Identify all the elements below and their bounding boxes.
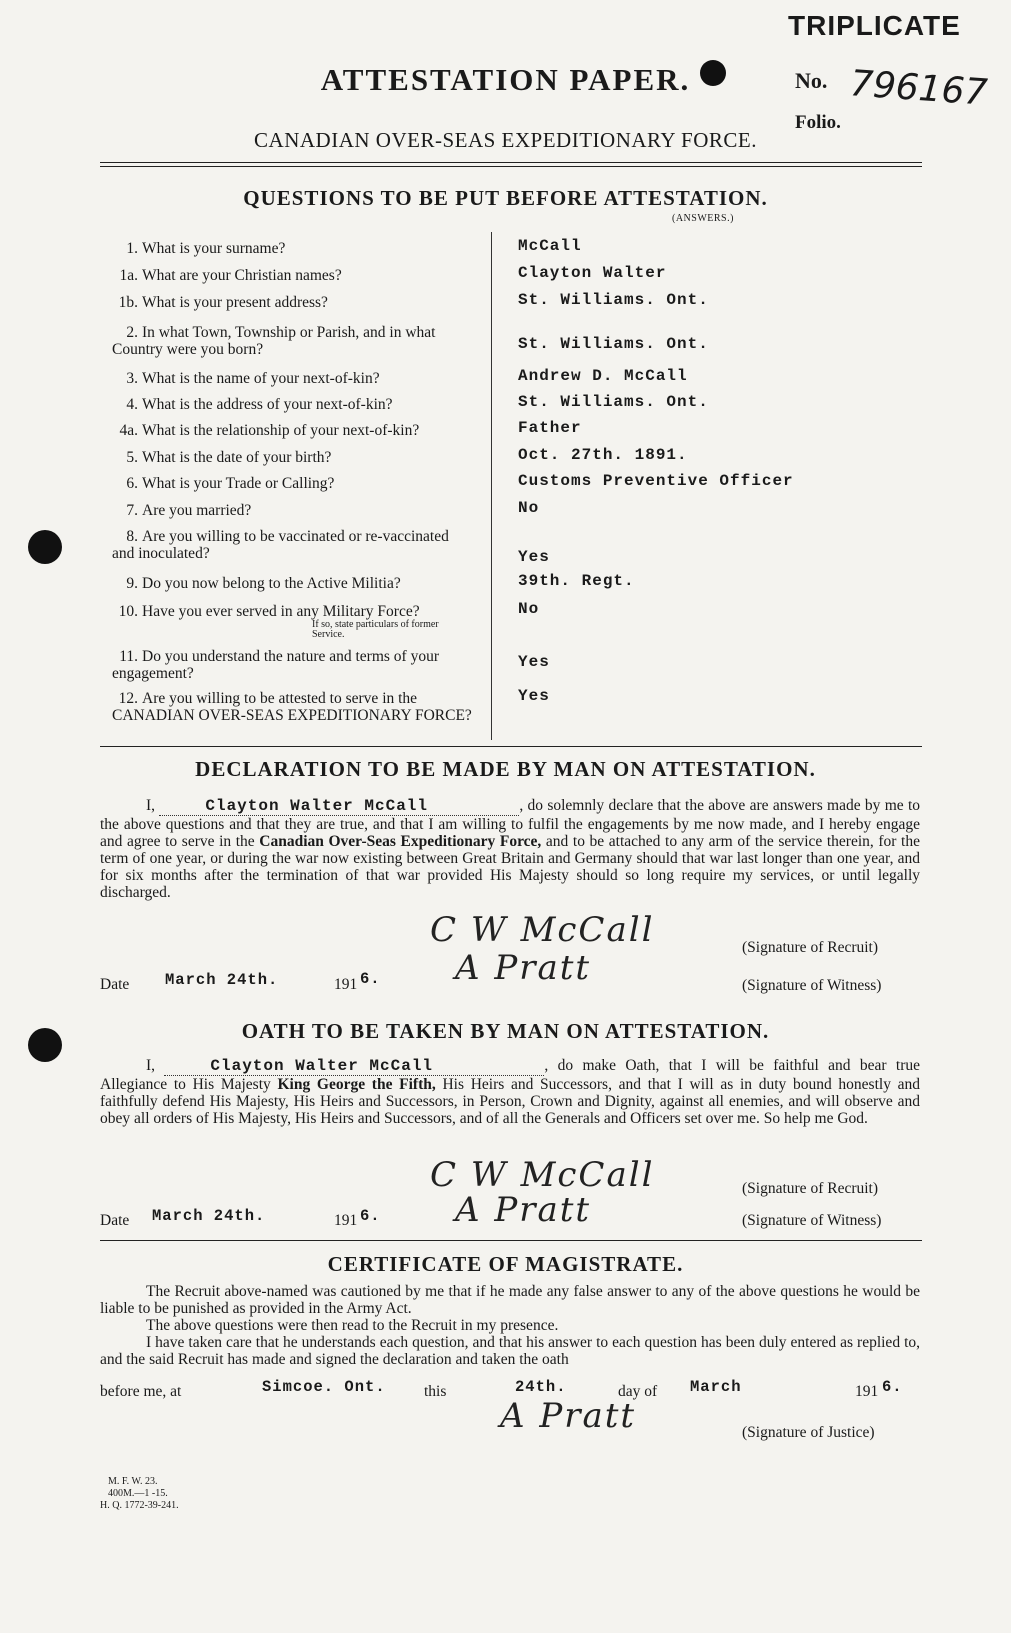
question-text: Are you married? [142,502,252,519]
divider [100,162,922,163]
witness-signature-2: A Pratt [455,1190,592,1230]
oath-prefix: I, [146,1057,156,1074]
certificate-para-3: I have taken care that he understands each question, and that his answer to each question has been duly entered as replied to, and the said Recruit has made and signed the declaration and taken the oath [100,1334,920,1368]
question-text: What is your Trade or Calling? [142,475,335,492]
question-row [112,370,472,387]
oath-text [100,1057,920,1127]
day-of-label: day of [618,1383,658,1400]
question-text: What is the address of your next-of-kin? [142,396,393,413]
recruit-signature-label-1: (Signature of Recruit) [742,939,879,956]
certificate-year-suffix: 6. [882,1378,903,1396]
number-label: No. [795,68,828,93]
column-divider [491,232,492,740]
question-number: 7. [126,502,138,519]
question-number: 4a. [119,422,138,439]
divider [100,1240,922,1241]
witness-signature-label-2: (Signature of Witness) [742,1212,882,1229]
this-label: this [424,1383,447,1400]
hq-reference: H. Q. 1772-39-241. [100,1500,179,1511]
question-number: 10. [118,603,138,620]
question-row [112,449,472,466]
answer-value: McCall [518,237,582,255]
answer-value: St. Williams. Ont. [518,393,709,411]
question-number: 1b. [118,294,138,311]
declaration-year-prefix: 191 [334,976,358,993]
oath-date-label: Date [100,1212,130,1229]
declaration-year-suffix: 6. [360,970,381,988]
answer-value: Andrew D. McCall [518,367,688,385]
answer-value: St. Williams. Ont. [518,291,709,309]
question-row [112,324,472,358]
answer-value: Oct. 27th. 1891. [518,446,688,464]
oath-year-prefix: 191 [334,1212,358,1229]
question-number: 11. [119,648,138,665]
question-text: Have you ever served in any Military Force? [142,603,420,620]
answer-value: Yes [518,653,550,671]
answers-label: (ANSWERS.) [672,213,734,224]
answer-value: Yes [518,548,550,566]
question-text: What are your Christian names? [142,267,342,284]
question-row [112,396,472,413]
answer-value: Customs Preventive Officer [518,472,794,490]
form-code: M. F. W. 23. [108,1476,158,1487]
question-row [112,690,472,724]
question-row [112,422,472,439]
question-text: Do you understand the nature and terms of your engagement? [112,648,440,682]
page-subtitle: CANADIAN OVER-SEAS EXPEDITIONARY FORCE. [254,128,757,152]
certificate-day: 24th. [515,1378,567,1396]
question-text: What is your present address? [142,294,328,311]
oath-king-name: King George the Fifth, [277,1076,436,1093]
certificate-place: Simcoe. Ont. [262,1378,386,1396]
question-number: 8. [126,528,138,545]
oath-year-suffix: 6. [360,1207,381,1225]
question-text: In what Town, Township or Parish, and in what Country were you born? [112,324,436,358]
certificate-para-2: The above questions were then read to the Recruit in my presence. [146,1317,559,1334]
declaration-name: Clayton Walter McCall [159,798,519,816]
question-text: What is your surname? [142,240,286,257]
declaration-text-2: and to be attached to any arm of the service therein, for the term of one year, or during the war now existing between Great Britain and Germany should that war last longer than one year, and for six months after the termination of that war provided His Majesty should so long require my services, or until legally discharged. [100,833,920,901]
answer-value: No [518,499,540,517]
declaration-date-label: Date [100,976,130,993]
certificate-year-prefix: 191 [855,1383,879,1400]
punch-hole [28,530,62,564]
answer-value: Father [518,419,582,437]
question-number: 1. [126,240,138,257]
question-row [112,575,472,592]
question-note: If so, state particulars of former Service. [312,619,439,640]
question-number: 3. [126,370,138,387]
question-row [112,528,472,562]
justice-signature-label: (Signature of Justice) [742,1424,875,1441]
question-text: What is the relationship of your next-of-kin? [142,422,420,439]
oath-text-1: , do make Oath, that I will be faithful and bear true Allegiance to His Majesty [100,1057,920,1093]
punch-hole [700,60,726,86]
answer-value: Yes [518,687,550,705]
oath-heading: OATH TO BE TAKEN BY MAN ON ATTESTATION. [241,1019,770,1043]
question-number: 2. [126,324,138,341]
question-number: 1a. [119,267,138,284]
question-number: 4. [126,396,138,413]
question-text: Do you now belong to the Active Militia? [142,575,401,592]
question-text: What is the name of your next-of-kin? [142,370,380,387]
oath-date: March 24th. [152,1207,266,1225]
justice-signature: A Pratt [500,1396,637,1436]
answer-value: 39th. Regt. [518,572,635,590]
folio-label: Folio. [795,112,841,133]
answer-value: St. Williams. Ont. [518,335,709,353]
recruit-signature-label-2: (Signature of Recruit) [742,1180,879,1197]
oath-text-2: His Heirs and Successors, and that I will as in duty bound honestly and faithfully defend His Majesty, His Heirs and Successors, in Person, Crown and Dignity, against all enemies, and will observe and obey all orders of His Majesty, His Heirs and Successors, and of all the Generals and Officers set over me. So help me God. [100,1076,921,1127]
question-row [112,267,472,284]
question-row [112,603,472,640]
declaration-text-1: , do solemnly declare that the above are answers made by me to the above questions and that they are true, and that I am willing to fulfil the engagements by me now made, and I hereby engage and agree to serve in the [100,797,921,850]
answer-value: No [518,600,540,618]
question-number: 5. [126,449,138,466]
divider [100,166,922,167]
divider [100,746,922,747]
question-number: 12. [118,690,138,707]
print-run: 400M.—1 -15. [108,1488,168,1499]
recruit-signature-1: C W McCall [430,910,655,950]
certificate-month: March [690,1378,742,1396]
certificate-para-1: The Recruit above-named was cautioned by me that if he made any false answer to any of the above questions he would be liable to be punished as provided in the Army Act. [100,1283,920,1317]
copy-type-stamp: TRIPLICATE [788,10,961,41]
question-row [112,475,472,492]
declaration-text [100,797,920,901]
declaration-heading: DECLARATION TO BE MADE BY MAN ON ATTESTATION. [195,757,816,781]
page-title: ATTESTATION PAPER. [320,62,691,97]
declaration-prefix: I, [146,797,156,814]
question-row [112,294,472,311]
question-number: 6. [126,475,138,492]
regimental-number: 796167 [848,63,989,114]
answer-value: Clayton Walter [518,264,667,282]
question-row [112,240,472,257]
declaration-date: March 24th. [165,971,279,989]
question-number: 9. [126,575,138,592]
question-text: Are you willing to be attested to serve in the CANADIAN OVER-SEAS EXPEDITIONARY FORCE? [112,690,472,724]
question-text: Are you willing to be vaccinated or re-vaccinated and inoculated? [112,528,449,562]
questions-heading: QUESTIONS TO BE PUT BEFORE ATTESTATION. [243,186,768,210]
declaration-force-name: Canadian Over-Seas Expeditionary Force, [259,833,542,850]
witness-signature-label-1: (Signature of Witness) [742,977,882,994]
question-text: What is the date of your birth? [142,449,332,466]
certificate-heading: CERTIFICATE OF MAGISTRATE. [327,1252,684,1276]
witness-signature-1: A Pratt [455,948,592,988]
before-me-label: before me, at [100,1383,182,1400]
question-row [112,648,472,682]
question-row [112,502,472,519]
recruit-signature-2: C W McCall [430,1155,655,1195]
oath-name: Clayton Walter McCall [164,1058,544,1076]
